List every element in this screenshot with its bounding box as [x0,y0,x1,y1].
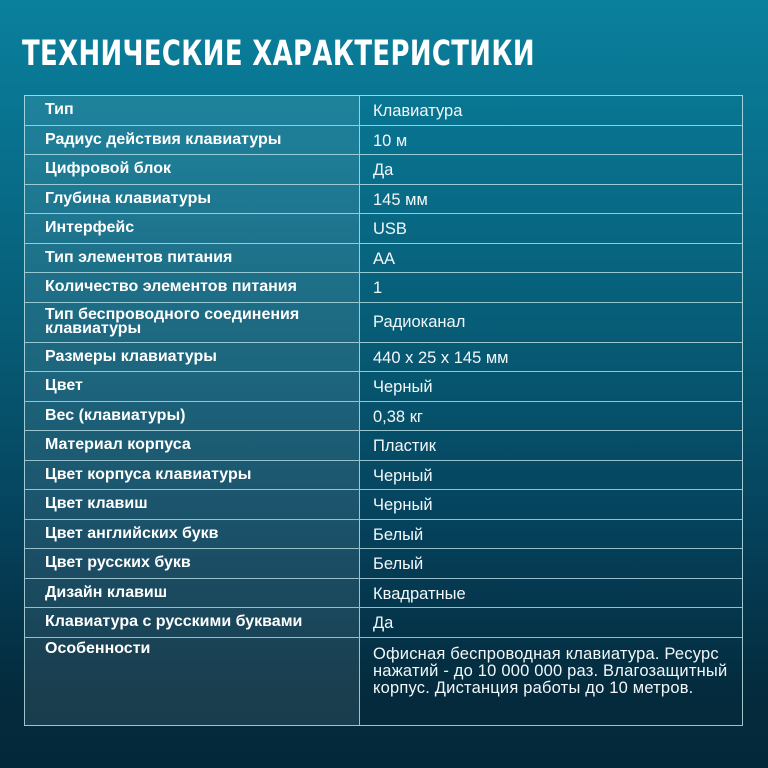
table-row [25,520,742,550]
spec-label: Тип элементов питания [25,244,360,273]
spec-value: Черный [373,496,433,515]
spec-value: 1 [373,279,383,298]
table-row [25,402,742,432]
spec-value: Да [373,614,394,633]
spec-label: Размеры клавиатуры [25,343,360,372]
spec-value: Черный [373,378,433,397]
spec-value: Радиоканал [373,312,466,331]
table-row [25,461,742,491]
spec-label: Клавиатура с русскими буквами [25,608,360,637]
spec-value: AA [373,249,396,268]
spec-label: Глубина клавиатуры [25,185,360,214]
spec-label: Цвет клавиш [25,490,360,519]
table-row [25,185,742,215]
table-row [25,244,742,274]
spec-value: 10 м [373,131,408,150]
spec-value: Белый [373,555,424,574]
spec-value: 145 мм [373,190,428,209]
table-row [25,343,742,373]
table-row [25,155,742,185]
spec-label: Материал корпуса [25,431,360,460]
table-row [25,303,742,343]
table-row [25,608,742,638]
spec-label: Цвет английских букв [25,520,360,549]
spec-value: 0,38 кг [373,407,423,426]
table-row [25,96,742,126]
spec-label: Дизайн клавиш [25,579,360,608]
spec-value: Квадратные [373,584,466,603]
table-row [25,579,742,609]
specifications-table [24,95,743,726]
spec-label: Цифровой блок [25,155,360,184]
table-row [25,214,742,244]
table-row [25,431,742,461]
table-row [25,638,742,725]
spec-label: Количество элементов питания [25,273,360,302]
spec-value: Черный [373,466,433,485]
table-row [25,372,742,402]
spec-label: Цвет русских букв [25,549,360,578]
table-row [25,126,742,156]
spec-value: Да [373,161,394,180]
spec-value: Белый [373,525,424,544]
spec-label: Тип беспроводного соединения клавиатуры [25,303,360,342]
spec-label: Особенности [25,638,360,725]
table-row [25,549,742,579]
spec-value: Пластик [373,437,436,456]
spec-value: USB [373,220,407,239]
spec-label: Интерфейс [25,214,360,243]
spec-value: 440 x 25 x 145 мм [373,348,509,367]
page-title: ТЕХНИЧЕСКИЕ ХАРАКТЕРИСТИКИ [22,34,535,74]
spec-label: Радиус действия клавиатуры [25,126,360,155]
spec-label: Вес (клавиатуры) [25,402,360,431]
spec-label: Тип [25,96,360,125]
spec-label: Цвет [25,372,360,401]
spec-value: Клавиатура [373,102,463,121]
spec-label: Цвет корпуса клавиатуры [25,461,360,490]
spec-value: Офисная беспроводная клавиатура. Ресурс нажатий - до 10 000 000 раз. Влагозащитный корпус. Дистанция работы до 10 метров. [373,644,728,697]
table-row [25,273,742,303]
table-row [25,490,742,520]
